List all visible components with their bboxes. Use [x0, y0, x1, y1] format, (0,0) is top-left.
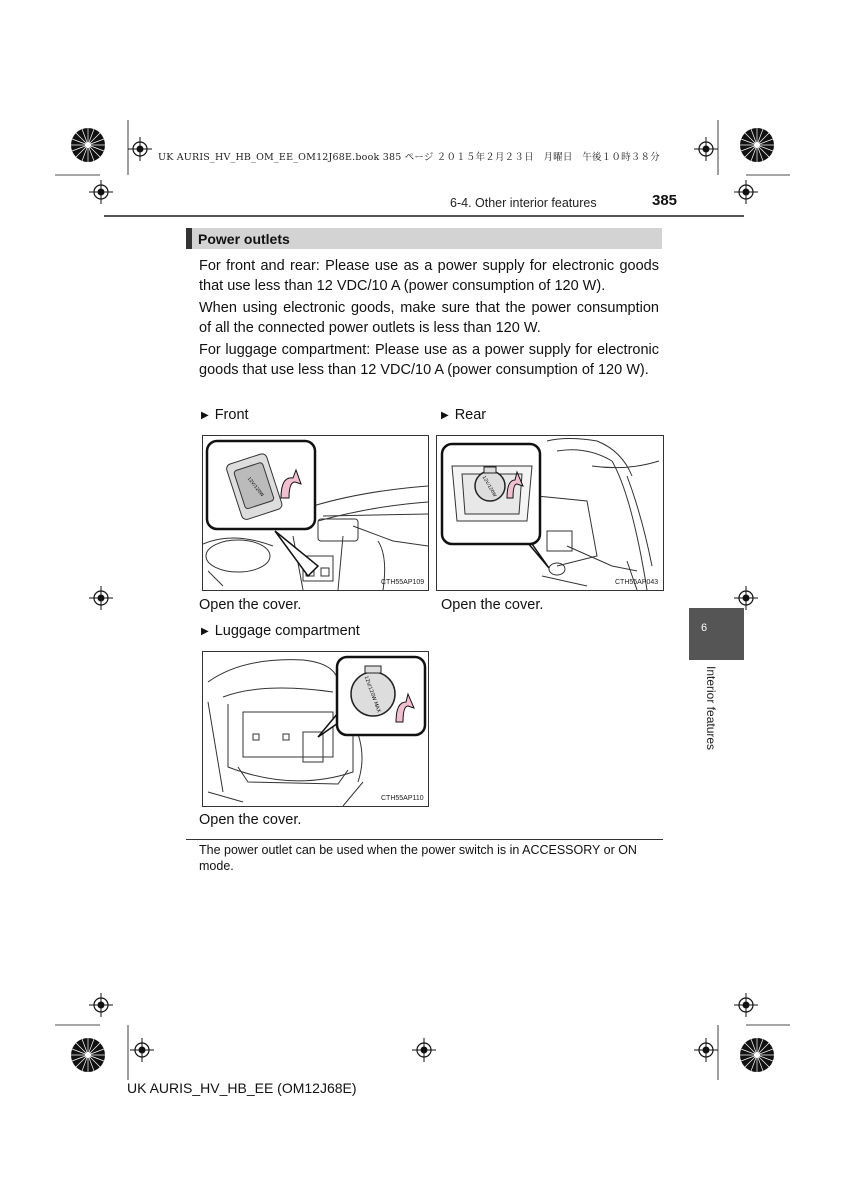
paragraph-consumption: When using electronic goods, make sure that the power consumption of all the connected power outlets is less than 120 W. [199, 300, 659, 336]
paragraph-luggage: For luggage compartment: Please use as a power supply for electronic goods that use less than 12 VDC/10 A (power consumption of 120 W). [199, 342, 659, 378]
paragraph-front-rear: For front and rear: Please use as a power supply for electronic goods that use less than 12 VDC/10 A (power consumption of 120 W). [199, 258, 659, 294]
page-title: Power outlets [198, 231, 290, 247]
front-label: ▶ Front [201, 407, 249, 423]
luggage-outlet-illustration [203, 652, 428, 806]
footer-model-code: UK AURIS_HV_HB_EE (OM12J68E) [127, 1080, 357, 1096]
title-bar [186, 228, 662, 249]
front-figure [202, 435, 429, 591]
chapter-number: 6 [701, 622, 708, 634]
power-switch-note: The power outlet can be used when the power switch is in ACCESSORY or ON mode. [199, 843, 637, 873]
triangle-bullet-icon: ▶ [201, 626, 209, 637]
luggage-caption: Open the cover. [199, 812, 302, 828]
figure-code: CTH55AP110 [381, 795, 424, 802]
front-outlet-illustration [203, 436, 428, 590]
front-caption: Open the cover. [199, 597, 302, 613]
figure-code: CTH55AP043 [615, 579, 659, 586]
luggage-figure [202, 651, 429, 807]
rear-outlet-illustration [437, 436, 663, 590]
triangle-bullet-icon: ▶ [441, 410, 449, 421]
front-cap-text: 12V/120W [245, 476, 265, 499]
chapter-tab [689, 608, 744, 660]
chapter-label: Interior features [704, 666, 718, 751]
rear-label: ▶ Rear [441, 407, 487, 423]
luggage-cap-text: 12V/120W MAX [362, 675, 382, 714]
rear-figure [436, 435, 664, 591]
rear-cap-text: 12V/120W [480, 475, 497, 499]
rear-caption: Open the cover. [441, 597, 544, 613]
note-rule [186, 839, 663, 840]
section-heading: 6-4. Other interior features [450, 196, 597, 210]
page-number: 385 [652, 192, 678, 209]
title-tab [186, 228, 192, 249]
header-rule [104, 215, 744, 217]
figure-code: CTH55AP109 [381, 579, 425, 586]
triangle-bullet-icon: ▶ [201, 410, 209, 421]
book-file-line: UK AURIS_HV_HB_OM_EE_OM12J68E.book 385 ページ ２０１５年２月２３日 月曜日 午後１０時３８分 [158, 152, 660, 163]
luggage-label: ▶ Luggage compartment [201, 623, 360, 639]
